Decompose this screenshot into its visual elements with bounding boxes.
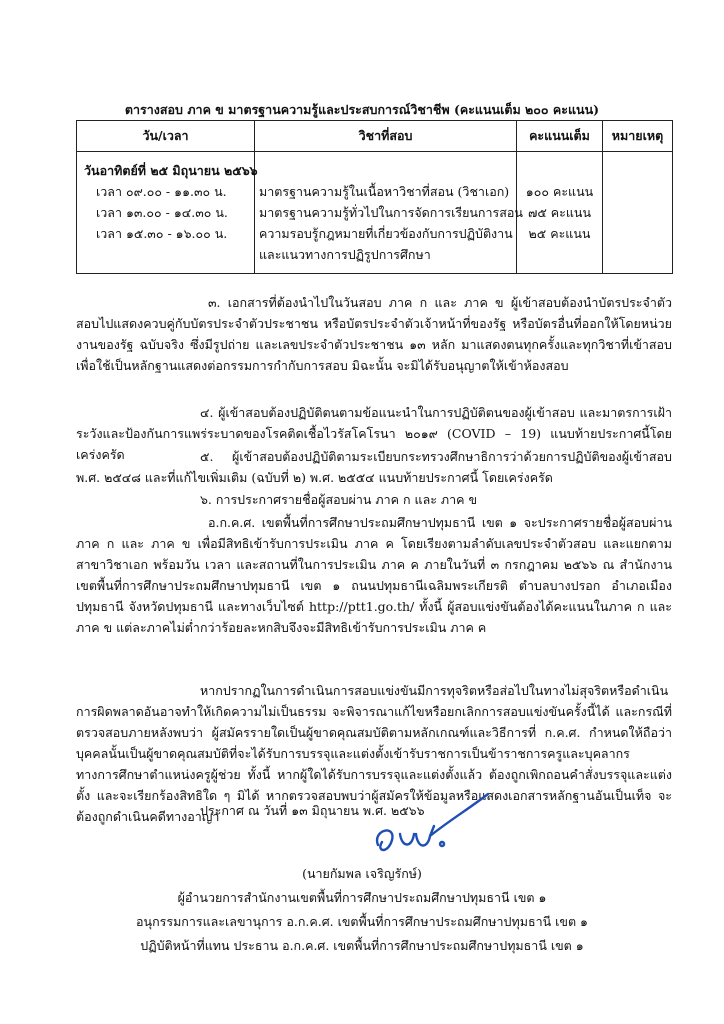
score-value: ๒๕ คะแนน [528, 226, 591, 241]
header-full-score: คะแนนเต็ม [517, 121, 603, 152]
signer-name: (นายกัมพล เจริญรักษ์) [302, 866, 422, 881]
date-time-cell [77, 152, 258, 274]
remark-cell [603, 152, 673, 274]
header-date-time: วัน/เวลา [77, 121, 255, 152]
exam-time: เวลา ๑๓.๐๐ - ๑๔.๓๐ น. [96, 205, 228, 220]
header-subject: วิชาที่สอบ [255, 121, 517, 152]
table-row [77, 152, 673, 274]
signer-position: ผู้อำนวยการสำนักงานเขตพื้นที่การศึกษาประถมศึกษาปทุมธานี เขต ๑ [177, 890, 547, 905]
signer-acting-role: ปฏิบัติหน้าที่แทน ประธาน อ.ก.ค.ศ. เขตพื้นที่การศึกษาประถมศึกษาปทุมธานี เขต ๑ [140, 938, 584, 953]
subject-line: มาตรฐานความรู้ทั่วไปในการจัดการเรียนการสอน [259, 205, 523, 220]
paragraph-7: หากปรากฏในการดำเนินการสอบแข่งขันมีการทุจริตหรือส่อไปในทางไม่สุจริตหรือดำเนินการผิดพลาดอันอาจทำให้เกิดความไม่เป็นธรรม จะพิจารณาแก้ไขหรือยกเลิกการสอบแข่งขันครั้งนี้ได้ และกรณีที่ตรวจสอบภายหลังพบว่า ผู้สมัครรายใดเป็นผู้ขาดคุณสมบัติตามหลักเกณฑ์และวิธีการที่ ก.ค.ศ. กำหนดให้ถือว่าบุคคลนั้นเป็นผู้ขาดคุณสมบัติที่จะได้รับการบรรจุและแต่งตั้งเข้ารับราชการเป็นข้าราชการครูและบุคลากรทางการศึกษาตำแหน่งครูผู้ช่วย ทั้งนี้ หากผู้ใดได้รับการบรรจุและแต่งตั้งแล้ว ต้องถูกเพิกถอนคำสั่งบรรจุและแต่งตั้ง และจะเรียกร้องสิทธิใด ๆ มิได้ หากตรวจสอบพบว่าผู้สมัครให้ข้อมูลหรือแสดงเอกสารหลักฐานอันเป็นเท็จ จะต้องถูกดำเนินคดีทางอาญา [76, 683, 672, 824]
paragraph-6-block [76, 512, 672, 638]
header-remark: หมายเหตุ [603, 121, 673, 152]
exam-date: วันอาทิตย์ที่ ๒๕ มิถุนายน ๒๕๖๖ [84, 163, 258, 178]
paragraph-5-block [76, 446, 672, 488]
subject-line: และแนวทางการปฏิรูปการศึกษา [259, 247, 431, 262]
signature-image [370, 790, 490, 860]
paragraph-3: ๓. เอกสารที่ต้องนำไปในวันสอบ ภาค ก และ ภาค ข ผู้เข้าสอบต้องนำบัตรประจำตัวสอบไปแสดงควบคู่กับบัตรประจำตัวประชาชน หรือบัตรประจำตัวเจ้าหน้าที่ของรัฐ หรือบัตรอื่นที่ออกให้โดยหน่วยงานของรัฐ ฉบับจริง ซึ่งมีรูปถ่าย และเลขประจำตัวประชาชน ๑๓ หลัก มาแสดงตนทุกครั้งและทุกวิชาที่เข้าสอบ เพื่อใช้เป็นหลักฐานแสดงต่อกรรมการกำกับการสอบ มิฉะนั้น จะมิได้รับอนุญาตให้เข้าห้องสอบ [76, 295, 672, 373]
paragraph-6-title-block [76, 489, 672, 510]
exam-table-caption: ตารางสอบ ภาค ข มาตรฐานความรู้และประสบการณ์วิชาชีพ (คะแนนเต็ม ๒๐๐ คะแนน) [124, 102, 600, 117]
exam-schedule-table [76, 120, 673, 274]
signer-role: อนุกรรมการและเลขานุการ อ.ก.ค.ศ. เขตพื้นที่การศึกษาประถมศึกษาปทุมธานี เขต ๑ [136, 914, 588, 929]
paragraph-6: อ.ก.ค.ศ. เขตพื้นที่การศึกษาประถมศึกษาปทุมธานี เขต ๑ จะประกาศรายชื่อผู้สอบผ่าน ภาค ก และ ภาค ข เพื่อมีสิทธิเข้ารับการประเมิน ภาค ค โดยเรียงตามลำดับเลขประจำตัวสอบ และแยกตามสาขาวิชาเอก พร้อมวัน เวลา และสถานที่ในการประเมิน ภาค ค ภายในวันที่ ๓ กรกฎาคม ๒๕๖๖ ณ สำนักงานเขตพื้นที่การศึกษาประถมศึกษาปทุมธานี เขต ๑ ถนนปทุมธานีเฉลิมพระเกียรติ ตำบลบางปรอก อำเภอเมืองปทุมธานี จังหวัดปทุมธานี และทางเว็บไซต์ http://ptt1.go.th/ ทั้งนี้ ผู้สอบแข่งขันต้องได้คะแนนในภาค ก และ ภาค ข แต่ละภาคไม่ต่ำกว่าร้อยละหกสิบจึงจะมีสิทธิเข้ารับการประเมิน ภาค ค [76, 515, 672, 635]
table-header-row [77, 121, 673, 152]
exam-time: เวลา ๑๕.๓๐ - ๑๖.๐๐ น. [96, 226, 228, 241]
paragraph-4: ๔. ผู้เข้าสอบต้องปฏิบัติตนตามข้อแนะนำในการปฏิบัติตนของผู้เข้าสอบ และมาตรการเฝ้าระวังและป้องกันการแพร่ระบาดของโรคติดเชื้อไวรัสโคโรนา ๒๐๑๙ (COVID – 19) แนบท้ายประกาศนี้โดยเคร่งครัด [76, 405, 672, 462]
score-value: ๑๐๐ คะแนน [525, 184, 594, 199]
announce-date: ประกาศ ณ วันที่ ๑๓ มิถุนายน พ.ศ. ๒๕๖๖ [200, 803, 425, 818]
signature-block [0, 862, 724, 958]
subject-line: มาตรฐานความรู้ในเนื้อหาวิชาที่สอน (วิชาเอก) [259, 184, 510, 199]
paragraph-6-title: ๖. การประกาศรายชื่อผู้สอบผ่าน ภาค ก และ ภาค ข [200, 492, 478, 507]
score-value: ๗๕ คะแนน [527, 205, 592, 220]
paragraph-5: ๕. ผู้เข้าสอบต้องปฏิบัติตามระเบียบกระทรวงศึกษาธิการว่าด้วยการปฏิบัติของผู้เข้าสอบ พ.ศ. ๒๕๔๘ และที่แก้ไขเพิ่มเติม (ฉบับที่ ๒) พ.ศ. ๒๕๕๔ แนบท้ายประกาศนี้ โดยเคร่งครัด [76, 449, 672, 485]
exam-time: เวลา ๐๙.๐๐ - ๑๑.๓๐ น. [96, 184, 227, 199]
instructions-block [76, 292, 672, 376]
subject-line: ความรอบรู้กฎหมายที่เกี่ยวข้องกับการปฏิบัติงาน [259, 226, 513, 241]
subject-cell [255, 152, 523, 274]
score-cell [517, 152, 603, 274]
